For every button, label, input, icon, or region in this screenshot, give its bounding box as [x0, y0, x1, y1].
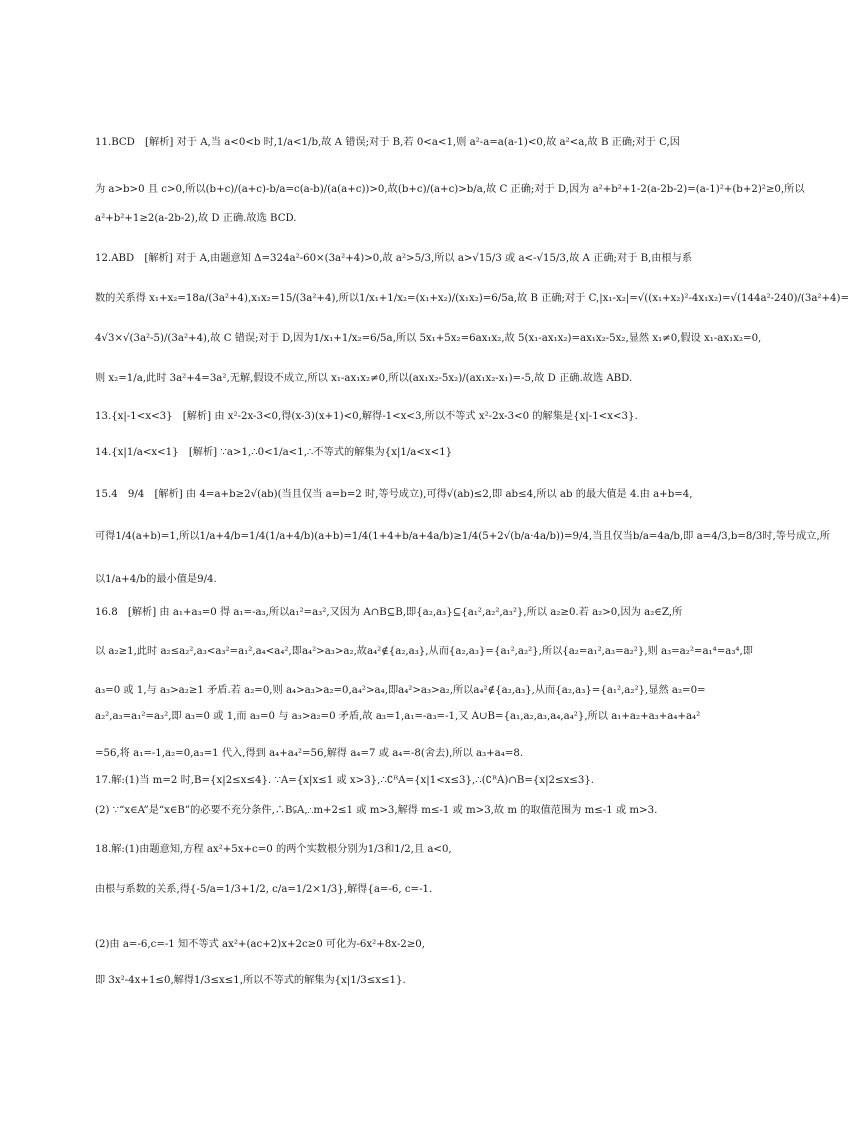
q18-line-4: 即 3x²-4x+1≤0,解得1/3≤x≤1,所以不等式的解集为{x|1/3≤x≤1}.	[95, 975, 406, 986]
q16-line-1: 16.8 [解析] 由 a₁+a₃=0 得 a₁=-a₃,所以a₁²=a₃²,又因为 A∩B⊆B,即{a₂,a₃}⊆{a₁²,a₂²,a₃²},所以 a₂≥0.若 a₂>0,因为 a₂∈Z,所	[95, 607, 683, 618]
q14-line-1: 14.{x|1/a<x<1} [解析] ∵a>1,∴0<1/a<1,∴不等式的解集为{x|1/a<x<1}	[95, 447, 453, 458]
q11-line-2: 为 a>b>0 且 c>0,所以(b+c)/(a+c)-b/a=c(a-b)/(a(a+c))>0,故(b+c)/(a+c)>b/a,故 C 正确;对于 D,因为 a²+b²+1-2(a-2b-2)=(a-1)²+(b+2)²≥0,所以	[95, 184, 805, 195]
q18-line-3: (2)由 a=-6,c=-1 知不等式 ax²+(ac+2)x+2c≥0 可化为-6x²+8x-2≥0,	[95, 939, 426, 950]
q18-line-2: 由根与系数的关系,得{-5/a=1/3+1/2, c/a=1/2×1/3},解得{a=-6, c=-1.	[95, 884, 433, 895]
q17-line-1: 17.解:(1)当 m=2 时,B={x|2≤x≤4}. ∵A={x|x≤1 或 x>3},∴∁ᴿA={x|1<x≤3},∴(∁ᴿA)∩B={x|2≤x≤3}.	[95, 775, 595, 786]
q13-line-1: 13.{x|-1<x<3} [解析] 由 x²-2x-3<0,得(x-3)(x+1)<0,解得-1<x<3,所以不等式 x²-2x-3<0 的解集是{x|-1<x<3}.	[95, 411, 638, 422]
q11-line-1: 11.BCD [解析] 对于 A,当 a<0<b 时,1/a<1/b,故 A 错误;对于 B,若 0<a<1,则 a²-a=a(a-1)<0,故 a²<a,故 B 正确;对于 C,因	[95, 137, 680, 148]
q15-line-3: 以1/a+4/b的最小值是9/4.	[95, 574, 217, 585]
q18-line-1: 18.解:(1)由题意知,方程 ax²+5x+c=0 的两个实数根分别为1/3和1/2,且 a<0,	[95, 844, 452, 855]
q16-line-2: 以 a₂≥1,此时 a₂≤a₂²,a₃<a₃²=a₁²,a₄<a₄²,即a₄²>a₃>a₂,故a₄²∉{a₂,a₃},从而{a₂,a₃}={a₁²,a₂²},所以{a₂=a₁²,a₃=a₂²},则 a₃=a₂²=a₁⁴=a₃⁴,即	[95, 646, 753, 657]
q11-line-3: a²+b²+1≥2(a-2b-2),故 D 正确.故选 BCD.	[95, 213, 297, 224]
q17-line-2: (2) ∵“x∈A”是“x∈B”的必要不充分条件,∴B⫋A,∴m+2≤1 或 m>3,解得 m≤-1 或 m>3,故 m 的取值范围为 m≤-1 或 m>3.	[95, 805, 658, 816]
q12-line-2: 数的关系得 x₁+x₂=18a/(3a²+4),x₁x₂=15/(3a²+4),所以1/x₁+1/x₂=(x₁+x₂)/(x₁x₂)=6/5a,故 B 正确;对于 C,|x₁-x₂|=√((x₁+x₂)²-4x₁x₂)=√(144a²-240)/(3a²+4)=	[95, 293, 849, 304]
q15-line-1: 15.4 9/4 [解析] 由 4=a+b≥2√(ab)(当且仅当 a=b=2 时,等号成立),可得√(ab)≤2,即 ab≤4,所以 ab 的最大值是 4.由 a+b=4,	[95, 489, 693, 500]
q12-line-1: 12.ABD [解析] 对于 A,由题意知 Δ=324a²-60×(3a²+4)>0,故 a²>5/3,所以 a>√15/3 或 a<-√15/3,故 A 正确;对于 B,由根与系	[95, 253, 693, 264]
q12-line-3: 4√3×√(3a²-5)/(3a²+4),故 C 错误;对于 D,因为1/x₁+1/x₂=6/5a,所以 5x₁+5x₂=6ax₁x₂,故 5(x₁-ax₁x₂)=ax₁x₂-5x₂,显然 x₁≠0,假设 x₁-ax₁x₂=0,	[95, 333, 762, 344]
q15-line-2: 可得1/4(a+b)=1,所以1/a+4/b=1/4(1/a+4/b)(a+b)=1/4(1+4+b/a+4a/b)≥1/4(5+2√(b/a·4a/b))=9/4,当且仅当b/a=4a/b,即 a=4/3,b=8/3时,等号成立,所	[95, 531, 830, 542]
q16-line-5: =56,将 a₁=-1,a₂=0,a₃=1 代入,得到 a₄+a₄²=56,解得 a₄=7 或 a₄=-8(舍去),所以 a₃+a₄=8.	[95, 748, 524, 759]
q16-line-4: a₂²,a₃=a₁²=a₃²,即 a₃=0 或 1,而 a₃=0 与 a₃>a₂=0 矛盾,故 a₃=1,a₁=-a₃=-1,又 A∪B={a₁,a₂,a₃,a₄,a₄²},所以 a₁+a₂+a₃+a₄+a₄²	[95, 711, 701, 722]
q12-line-4: 则 x₂=1/a,此时 3a²+4=3a²,无解,假设不成立,所以 x₁-ax₁x₂≠0,所以(ax₁x₂-5x₂)/(ax₁x₂-x₁)=-5,故 D 正确.故选 ABD.	[95, 373, 633, 384]
q16-line-3: a₃=0 或 1,与 a₃>a₂≥1 矛盾.若 a₂=0,则 a₄>a₃>a₂=0,a₄²>a₄,即a₄²>a₃>a₂,所以a₄²∉{a₂,a₃},从而{a₂,a₃}={a₁²,a₂²},显然 a₂=0=	[95, 685, 706, 696]
